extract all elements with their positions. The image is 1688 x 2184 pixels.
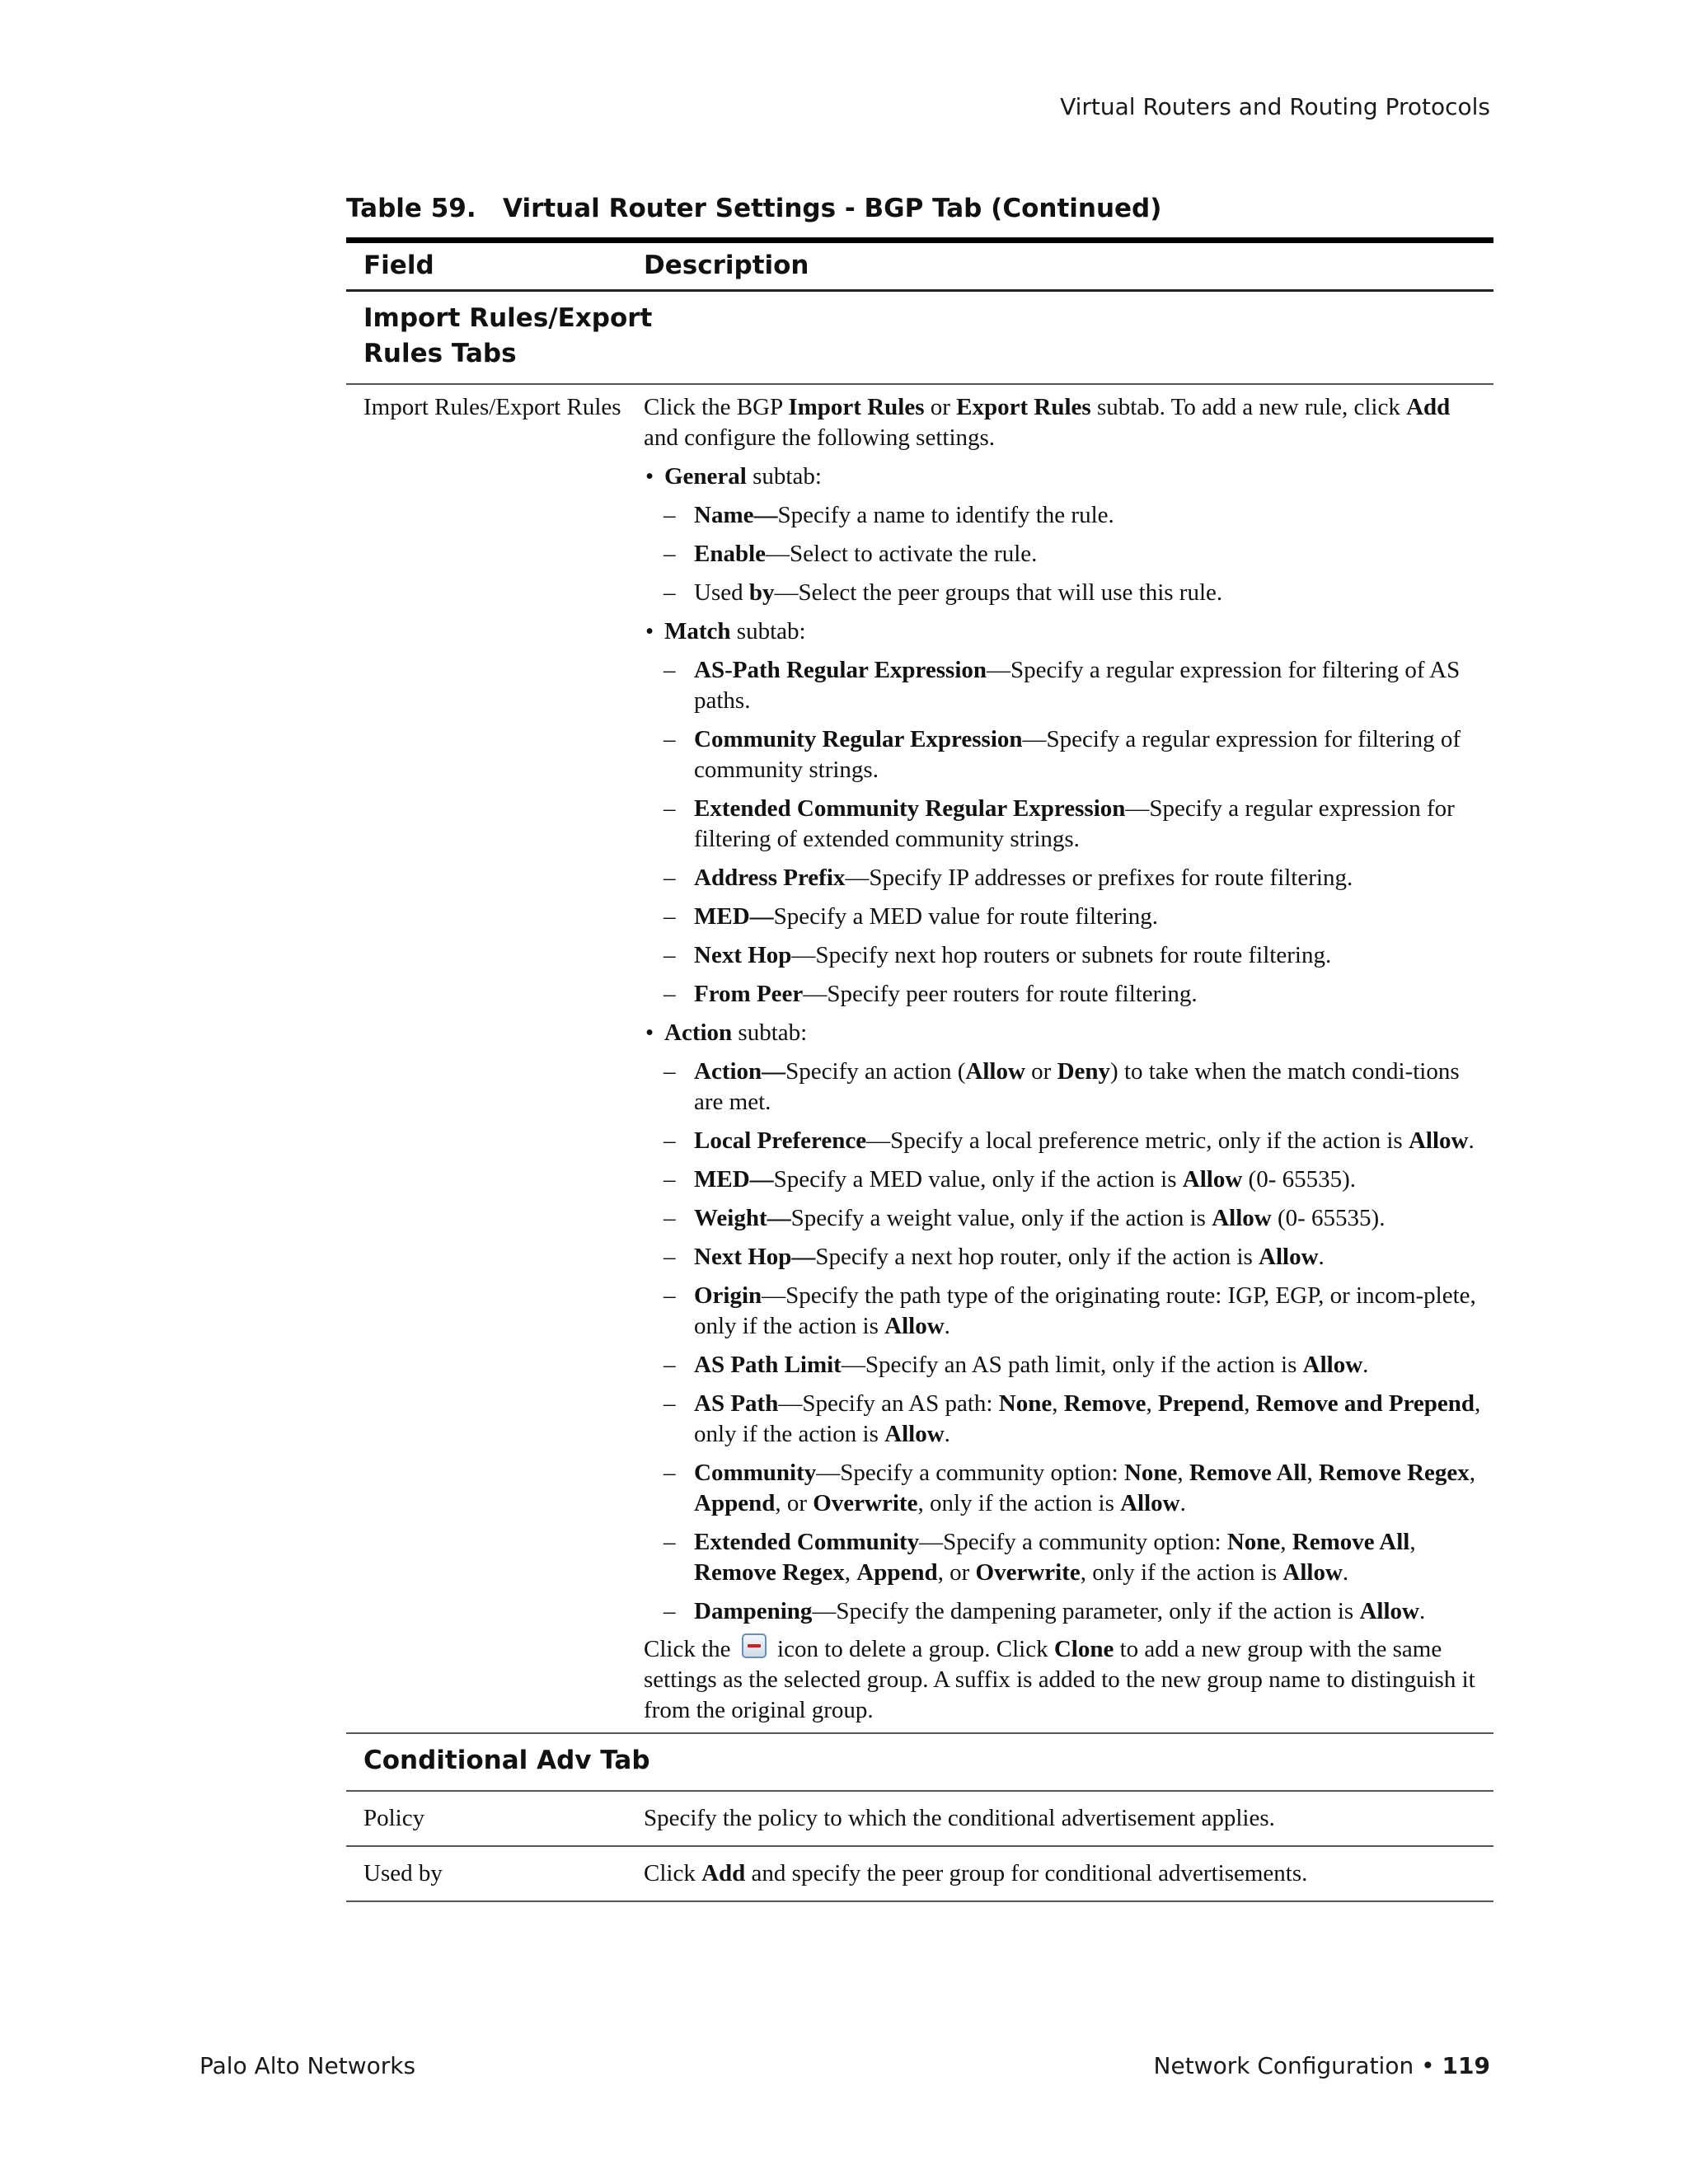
bold-term: Clone — [1053, 1636, 1114, 1662]
bold-term: Next Hop— — [694, 1244, 816, 1270]
section-title-conditional-adv: Conditional Adv Tab — [363, 1746, 650, 1775]
bold-term: Allow — [1212, 1205, 1272, 1231]
text-run: . — [1318, 1244, 1325, 1270]
text-run: —Specify the dampening parameter, only if the action is — [812, 1598, 1360, 1624]
sub-list-item — [644, 1281, 1482, 1342]
text-run: . — [944, 1313, 950, 1339]
bold-term: Allow — [1282, 1559, 1343, 1586]
bold-term: None — [998, 1390, 1053, 1417]
bold-term: Match — [664, 618, 731, 644]
text-run: , only if the action is — [1080, 1559, 1283, 1586]
dash-marker: – — [663, 502, 676, 528]
text-run: —Select the peer groups that will use this rule. — [774, 579, 1223, 606]
text-run: or — [924, 394, 957, 420]
sub-list-item — [644, 979, 1482, 1010]
bold-term: From Peer — [694, 981, 804, 1007]
bold-term: MED— — [694, 1166, 774, 1193]
text-run: . — [1362, 1352, 1369, 1378]
text-run: to add a new group with the same settings as the selected group. A suffix is added to the new group name to distinguish it from the original group. — [644, 1636, 1475, 1723]
bold-term: Prepend — [1158, 1390, 1245, 1417]
bullet-item — [644, 462, 1482, 492]
sub-list-item — [644, 500, 1482, 531]
bold-term: Name— — [694, 502, 778, 528]
description-import-export-rules — [638, 385, 1493, 1732]
bold-term: Allow — [1259, 1244, 1319, 1270]
footer-company: Palo Alto Networks — [199, 2052, 416, 2079]
bold-term: Address Prefix — [694, 865, 846, 891]
bold-term: MED— — [694, 903, 774, 930]
bold-term: Community — [694, 1460, 817, 1486]
text-run: ) to take when the match condi-tions are met. — [694, 1058, 1460, 1115]
text-run: Specify a MED value for route filtering. — [773, 903, 1158, 930]
sub-list-item — [644, 724, 1482, 785]
bold-term: Overwrite — [813, 1490, 918, 1516]
text-run: , — [1177, 1460, 1189, 1486]
text-run: , or — [937, 1559, 976, 1586]
bold-term: Allow — [1120, 1490, 1180, 1516]
text-run: —Specify a regular expression for filtering of extended community strings. — [694, 795, 1455, 852]
dash-marker: – — [663, 726, 676, 752]
table-caption: Table 59. Virtual Router Settings - BGP Tab (Continued) — [346, 194, 1162, 223]
text-run: (0- 65535). — [1242, 1166, 1357, 1193]
closing-rest-text — [644, 1636, 1475, 1723]
sub-list-item — [644, 1527, 1482, 1588]
text-run: . — [1468, 1127, 1475, 1154]
dash-marker: – — [663, 1244, 676, 1270]
bold-term: Extended Community — [694, 1529, 920, 1555]
dash-marker: – — [663, 1282, 676, 1309]
bold-term: Allow — [1302, 1352, 1363, 1378]
text-run: subtab: — [732, 1019, 808, 1046]
column-header-description: Description — [644, 251, 809, 280]
bold-term: Remove — [1063, 1390, 1146, 1417]
bold-term: Allow — [1408, 1127, 1469, 1154]
bold-term: Append — [694, 1490, 776, 1516]
sub-list-item — [644, 1350, 1482, 1380]
bold-term: Origin — [694, 1282, 762, 1309]
text-run: —Specify a community option: — [816, 1460, 1124, 1486]
bold-term: Export Rules — [956, 394, 1091, 420]
dash-marker: – — [663, 657, 676, 683]
text-run: , — [1280, 1529, 1292, 1555]
dash-marker: – — [663, 541, 676, 567]
bold-term: AS Path — [694, 1390, 779, 1417]
sub-list-item — [644, 1389, 1482, 1450]
text-run: , — [1244, 1390, 1256, 1417]
bold-term: Weight— — [694, 1205, 791, 1231]
bold-term: Remove Regex — [694, 1559, 845, 1586]
text-run: Click the BGP — [644, 394, 789, 420]
bold-term: Overwrite — [975, 1559, 1081, 1586]
page-number: 119 — [1442, 2052, 1490, 2079]
text-run: , — [1409, 1529, 1416, 1555]
text-run: , — [1306, 1460, 1319, 1486]
bold-term: Community Regular Expression — [694, 726, 1023, 752]
sub-list-item — [644, 863, 1482, 893]
bold-term: None — [1123, 1460, 1178, 1486]
sub-list-item — [644, 655, 1482, 716]
bold-term: Enable — [694, 541, 767, 567]
text-run: —Specify a local preference metric, only if the action is — [866, 1127, 1409, 1154]
sub-list-item — [644, 1057, 1482, 1118]
text-run: subtab. To add a new rule, click — [1090, 394, 1407, 420]
bold-term: General — [664, 463, 747, 490]
bold-term: Add — [1406, 394, 1451, 420]
sub-list-item — [644, 1203, 1482, 1234]
text-run: Specify a next hop router, only if the action is — [815, 1244, 1259, 1270]
subtab-groups — [644, 462, 1482, 1627]
table-row-used-by — [346, 1847, 1493, 1902]
sub-list-item — [644, 1458, 1482, 1519]
text-run: or — [1025, 1058, 1057, 1085]
dash-marker: – — [663, 1058, 676, 1085]
dash-marker: – — [663, 1205, 676, 1231]
text-run: —Specify a community option: — [919, 1529, 1227, 1555]
text-run: subtab: — [746, 463, 822, 490]
bold-term: Extended Community Regular Expression — [694, 795, 1126, 822]
bold-term: Deny — [1057, 1058, 1111, 1085]
bold-term: Append — [856, 1559, 938, 1586]
bold-term: Allow — [1182, 1166, 1243, 1193]
sub-list-item — [644, 1596, 1482, 1627]
text-run: —Specify IP addresses or prefixes for route filtering. — [845, 865, 1353, 891]
text-run: —Specify next hop routers or subnets for route filtering. — [791, 942, 1332, 968]
description-policy: Specify the policy to which the conditional advertisement applies. — [644, 1805, 1275, 1831]
bold-term: Remove All — [1189, 1460, 1307, 1486]
text-run: . — [1179, 1490, 1186, 1516]
text-run: , — [1146, 1390, 1159, 1417]
settings-table — [346, 237, 1493, 1902]
dash-marker: – — [663, 1529, 676, 1555]
text-run: . — [1418, 1598, 1426, 1624]
bold-term: None — [1226, 1529, 1281, 1555]
bold-term: Allow — [965, 1058, 1025, 1085]
delete-icon — [742, 1633, 767, 1658]
dash-marker: – — [663, 981, 676, 1007]
sub-list-item — [644, 902, 1482, 932]
text-run: Specify a MED value, only if the action is — [773, 1166, 1183, 1193]
dash-marker: – — [663, 1352, 676, 1378]
text-run: Specify a weight value, only if the action is — [790, 1205, 1212, 1231]
bullet-item — [644, 1018, 1482, 1048]
text-run: —Specify an AS path limit, only if the action is — [841, 1352, 1303, 1378]
section-row-import-export — [346, 292, 1493, 385]
bold-term: by — [748, 579, 775, 606]
text-run: Click — [644, 1860, 702, 1886]
dash-marker: – — [663, 1598, 676, 1624]
table-row-import-export-rules — [346, 385, 1493, 1734]
bold-term: AS-Path Regular Expression — [694, 657, 987, 683]
sub-list-item — [644, 1126, 1482, 1156]
text-run: and configure the following settings. — [644, 424, 996, 451]
bold-term: Allow — [884, 1313, 945, 1339]
text-run: Specify an action ( — [785, 1058, 966, 1085]
text-run: , — [1469, 1460, 1476, 1486]
field-policy: Policy — [363, 1805, 425, 1831]
text-run: —Specify a regular expression for filtering of community strings. — [694, 726, 1461, 783]
sub-list-item — [644, 794, 1482, 855]
bold-term: Allow — [1359, 1598, 1419, 1624]
text-run: , only if the action is — [694, 1390, 1481, 1447]
table-header-row — [346, 243, 1493, 292]
text-run: icon to delete a group. Click — [777, 1636, 1054, 1662]
text-run: . — [1342, 1559, 1349, 1586]
dash-marker: – — [663, 865, 676, 891]
section-row-conditional-adv — [346, 1734, 1493, 1792]
bold-term: Import Rules — [788, 394, 925, 420]
footer-section-label: Network Configuration — [1153, 2052, 1414, 2079]
sub-list-item — [644, 940, 1482, 971]
text-run: (0- 65535). — [1271, 1205, 1386, 1231]
text-run: , — [1052, 1390, 1064, 1417]
section-title-import-export: Import Rules/Export Rules Tabs — [363, 303, 653, 368]
dash-marker: – — [663, 942, 676, 968]
dash-marker: – — [663, 795, 676, 822]
bold-term: Local Preference — [694, 1127, 867, 1154]
text-run: . — [944, 1421, 950, 1447]
bold-term: Dampening — [694, 1598, 813, 1624]
column-header-field: Field — [363, 251, 434, 280]
sub-list-item — [644, 539, 1482, 569]
text-run: —Specify a regular expression for filtering of AS paths. — [694, 657, 1461, 714]
bold-term: Remove and Prepend — [1255, 1390, 1475, 1417]
dash-marker: – — [663, 1166, 676, 1193]
bold-term: Remove Regex — [1318, 1460, 1470, 1486]
dash-marker: – — [663, 1127, 676, 1154]
text-run: , only if the action is — [917, 1490, 1121, 1516]
text-run: , or — [775, 1490, 814, 1516]
sub-list-item — [644, 1165, 1482, 1195]
intro-paragraph — [644, 392, 1482, 453]
text-run: Used — [694, 579, 749, 606]
closing-lead-text: Click the — [644, 1636, 731, 1662]
sub-list-item — [644, 1242, 1482, 1272]
footer-bullet: • — [1421, 2052, 1435, 2079]
text-run: subtab: — [730, 618, 806, 644]
text-run: , — [844, 1559, 857, 1586]
bold-term: Next Hop — [694, 942, 792, 968]
text-run: —Specify the path type of the originating route: IGP, EGP, or incom-plete, only if the action is — [694, 1282, 1476, 1339]
text-run: Specify a name to identify the rule. — [777, 502, 1114, 528]
text-run: —Specify an AS path: — [778, 1390, 999, 1417]
field-used-by: Used by — [363, 1860, 443, 1886]
dash-marker: – — [663, 903, 676, 930]
footer-page-info — [1154, 2052, 1490, 2079]
bold-term: Remove All — [1292, 1529, 1410, 1555]
field-import-export-rules: Import Rules/Export Rules — [363, 394, 621, 420]
bold-term: Action — [664, 1019, 733, 1046]
bold-term: Add — [701, 1860, 746, 1886]
text-run: and specify the peer group for conditional advertisements. — [745, 1860, 1308, 1886]
bullet-item — [644, 616, 1482, 647]
dash-marker: – — [663, 1460, 676, 1486]
closing-paragraph — [644, 1633, 1482, 1726]
bold-term: AS Path Limit — [694, 1352, 842, 1378]
dash-marker: – — [663, 579, 676, 606]
running-header: Virtual Routers and Routing Protocols — [1060, 93, 1490, 120]
sub-list-item — [644, 578, 1482, 608]
description-used-by — [638, 1847, 1493, 1900]
dash-marker: – — [663, 1390, 676, 1417]
text-run: —Select to activate the rule. — [766, 541, 1038, 567]
bold-term: Allow — [884, 1421, 945, 1447]
table-row-policy — [346, 1792, 1493, 1847]
text-run: —Specify peer routers for route filtering. — [803, 981, 1198, 1007]
bold-term: Action— — [694, 1058, 786, 1085]
